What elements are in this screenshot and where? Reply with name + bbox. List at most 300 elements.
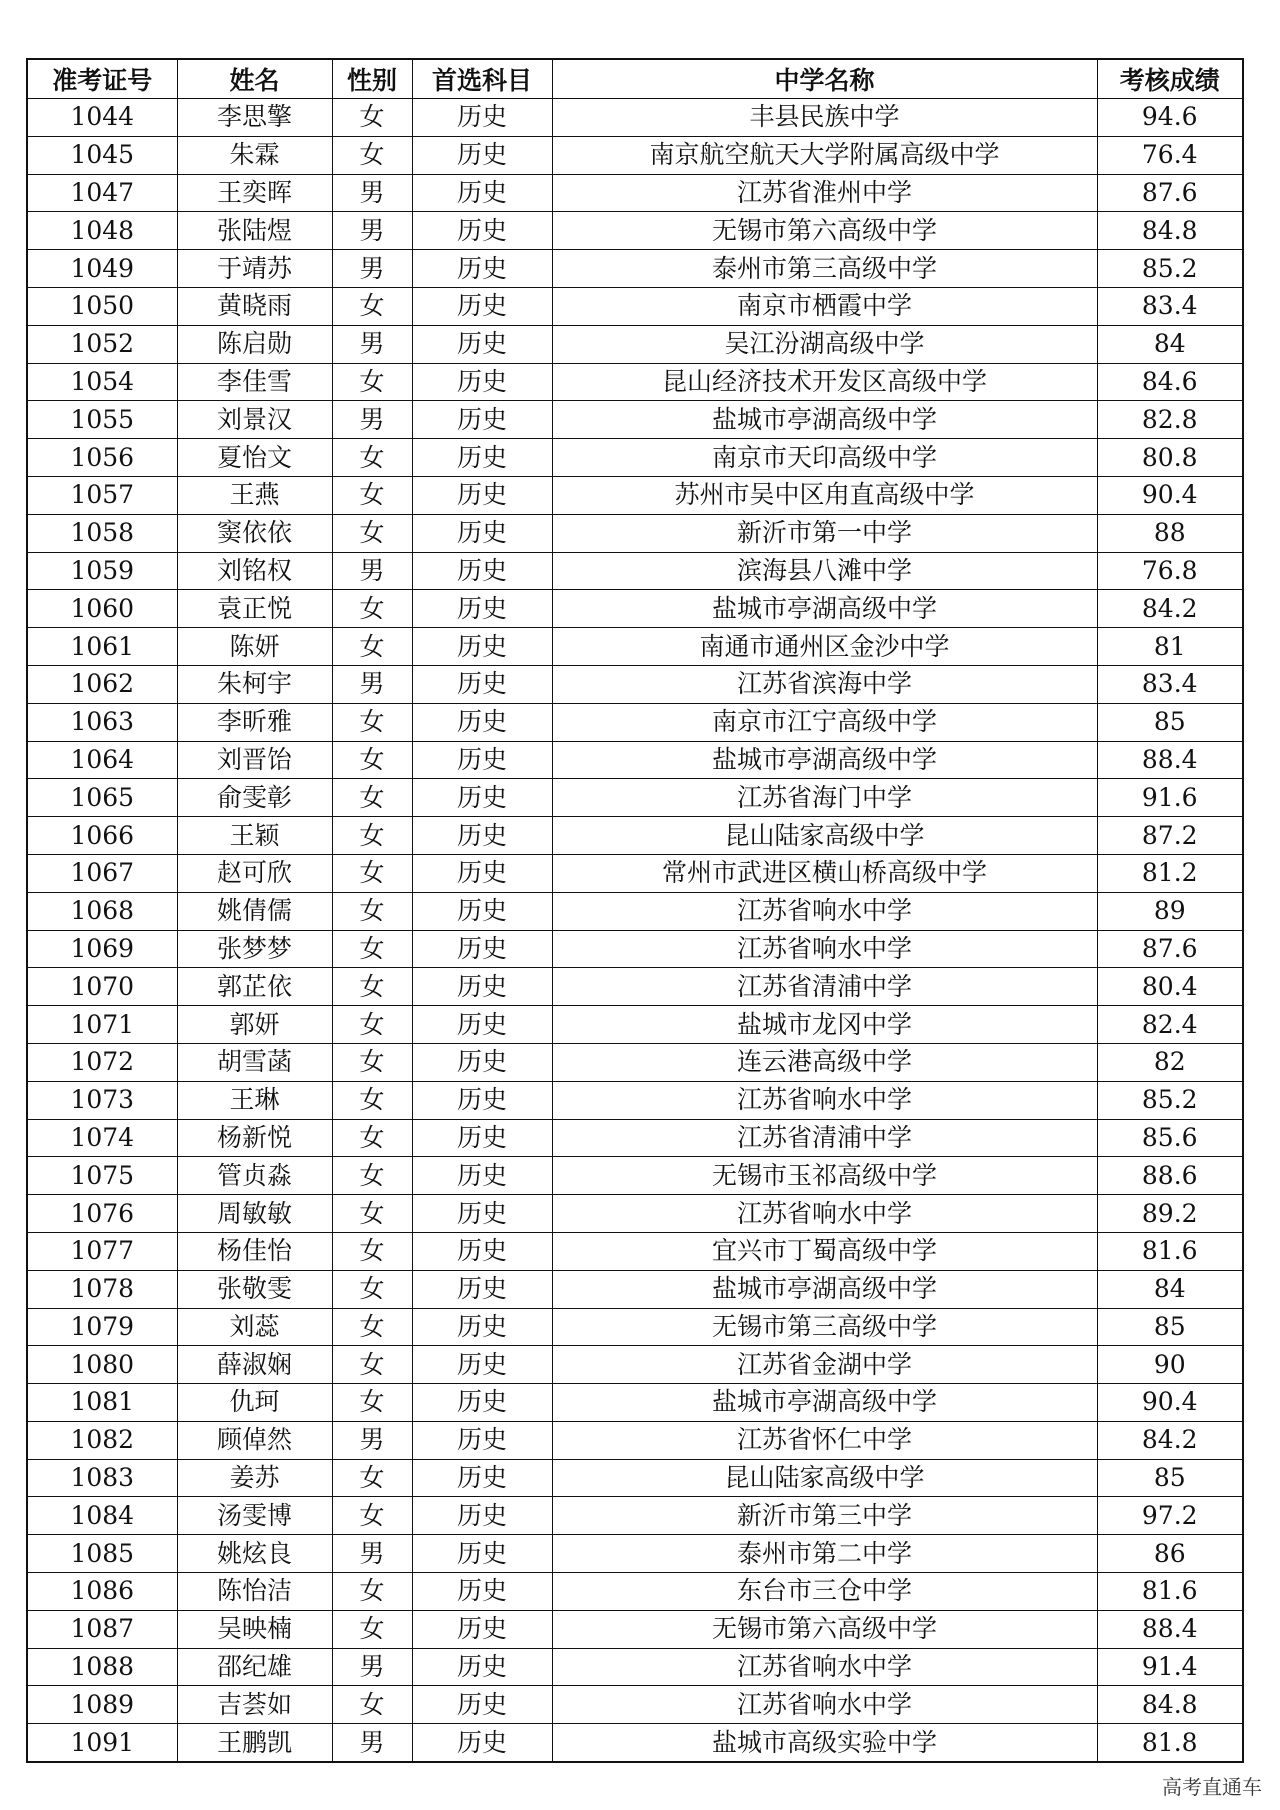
table-row	[27, 514, 1243, 552]
cell-score: 88	[1097, 514, 1243, 552]
cell-gender: 女	[332, 892, 412, 930]
cell-subject: 历史	[412, 892, 552, 930]
cell-exam-id: 1086	[27, 1573, 177, 1611]
cell-school: 苏州市吴中区甪直高级中学	[552, 476, 1097, 514]
cell-subject: 历史	[412, 174, 552, 212]
cell-exam-id: 1076	[27, 1195, 177, 1233]
cell-score: 89	[1097, 892, 1243, 930]
cell-name: 顾倬然	[177, 1421, 332, 1459]
cell-subject: 历史	[412, 514, 552, 552]
cell-score: 85.2	[1097, 250, 1243, 288]
cell-name: 赵可欣	[177, 854, 332, 892]
table-row	[27, 1006, 1243, 1044]
cell-name: 管贞淼	[177, 1157, 332, 1195]
table-row	[27, 703, 1243, 741]
cell-subject: 历史	[412, 1081, 552, 1119]
cell-school: 盐城市龙冈中学	[552, 1006, 1097, 1044]
cell-exam-id: 1065	[27, 779, 177, 817]
header-score: 考核成绩	[1097, 59, 1243, 99]
cell-subject: 历史	[412, 325, 552, 363]
cell-school: 盐城市高级实验中学	[552, 1724, 1097, 1762]
cell-school: 吴江汾湖高级中学	[552, 325, 1097, 363]
cell-gender: 女	[332, 1195, 412, 1233]
cell-name: 吴映楠	[177, 1610, 332, 1648]
cell-exam-id: 1087	[27, 1610, 177, 1648]
cell-subject: 历史	[412, 1232, 552, 1270]
cell-gender: 女	[332, 439, 412, 477]
cell-school: 江苏省滨海中学	[552, 665, 1097, 703]
cell-exam-id: 1088	[27, 1648, 177, 1686]
cell-exam-id: 1089	[27, 1686, 177, 1724]
cell-school: 无锡市第六高级中学	[552, 212, 1097, 250]
cell-subject: 历史	[412, 1686, 552, 1724]
cell-exam-id: 1055	[27, 401, 177, 439]
cell-score: 87.6	[1097, 930, 1243, 968]
cell-gender: 男	[332, 212, 412, 250]
table-row	[27, 99, 1243, 137]
cell-exam-id: 1045	[27, 136, 177, 174]
cell-gender: 女	[332, 99, 412, 137]
table-row	[27, 1157, 1243, 1195]
cell-subject: 历史	[412, 1497, 552, 1535]
cell-gender: 男	[332, 401, 412, 439]
cell-school: 昆山经济技术开发区高级中学	[552, 363, 1097, 401]
table-row	[27, 1610, 1243, 1648]
cell-gender: 女	[332, 1270, 412, 1308]
cell-exam-id: 1074	[27, 1119, 177, 1157]
cell-exam-id: 1069	[27, 930, 177, 968]
cell-name: 吉荟如	[177, 1686, 332, 1724]
cell-gender: 女	[332, 1686, 412, 1724]
cell-score: 84.8	[1097, 1686, 1243, 1724]
cell-gender: 女	[332, 1119, 412, 1157]
cell-exam-id: 1066	[27, 817, 177, 855]
cell-subject: 历史	[412, 779, 552, 817]
cell-school: 新沂市第一中学	[552, 514, 1097, 552]
table-row	[27, 212, 1243, 250]
cell-school: 泰州市第二中学	[552, 1535, 1097, 1573]
header-exam-id: 准考证号	[27, 59, 177, 99]
table-row	[27, 1648, 1243, 1686]
cell-school: 丰县民族中学	[552, 99, 1097, 137]
cell-score: 84.2	[1097, 590, 1243, 628]
cell-name: 朱霖	[177, 136, 332, 174]
cell-gender: 女	[332, 1006, 412, 1044]
table-row	[27, 1043, 1243, 1081]
cell-gender: 女	[332, 363, 412, 401]
cell-exam-id: 1079	[27, 1308, 177, 1346]
cell-name: 王奕晖	[177, 174, 332, 212]
cell-name: 姜苏	[177, 1459, 332, 1497]
cell-name: 俞雯彰	[177, 779, 332, 817]
cell-score: 76.4	[1097, 136, 1243, 174]
cell-gender: 女	[332, 1384, 412, 1422]
cell-exam-id: 1077	[27, 1232, 177, 1270]
table-row	[27, 1119, 1243, 1157]
table-row	[27, 892, 1243, 930]
cell-name: 姚倩儒	[177, 892, 332, 930]
cell-gender: 男	[332, 1421, 412, 1459]
cell-score: 90	[1097, 1346, 1243, 1384]
table-row	[27, 401, 1243, 439]
cell-school: 南通市通州区金沙中学	[552, 628, 1097, 666]
cell-school: 滨海县八滩中学	[552, 552, 1097, 590]
table-row	[27, 1459, 1243, 1497]
cell-score: 82	[1097, 1043, 1243, 1081]
cell-subject: 历史	[412, 590, 552, 628]
cell-school: 南京航空航天大学附属高级中学	[552, 136, 1097, 174]
cell-score: 83.4	[1097, 287, 1243, 325]
cell-name: 郭芷依	[177, 968, 332, 1006]
cell-exam-id: 1075	[27, 1157, 177, 1195]
cell-subject: 历史	[412, 1573, 552, 1611]
cell-name: 刘铭权	[177, 552, 332, 590]
cell-gender: 女	[332, 703, 412, 741]
cell-exam-id: 1070	[27, 968, 177, 1006]
cell-school: 南京市江宁高级中学	[552, 703, 1097, 741]
cell-score: 83.4	[1097, 665, 1243, 703]
table-row	[27, 817, 1243, 855]
header-subject: 首选科目	[412, 59, 552, 99]
cell-exam-id: 1047	[27, 174, 177, 212]
cell-school: 南京市栖霞中学	[552, 287, 1097, 325]
cell-gender: 男	[332, 1724, 412, 1762]
cell-exam-id: 1071	[27, 1006, 177, 1044]
cell-exam-id: 1052	[27, 325, 177, 363]
cell-score: 87.6	[1097, 174, 1243, 212]
cell-exam-id: 1083	[27, 1459, 177, 1497]
cell-school: 江苏省清浦中学	[552, 968, 1097, 1006]
cell-subject: 历史	[412, 968, 552, 1006]
cell-name: 李佳雪	[177, 363, 332, 401]
cell-gender: 女	[332, 1497, 412, 1535]
cell-score: 88.4	[1097, 1610, 1243, 1648]
cell-school: 盐城市亭湖高级中学	[552, 1270, 1097, 1308]
cell-score: 81.8	[1097, 1724, 1243, 1762]
cell-school: 江苏省金湖中学	[552, 1346, 1097, 1384]
cell-subject: 历史	[412, 1421, 552, 1459]
cell-subject: 历史	[412, 817, 552, 855]
cell-score: 81.6	[1097, 1232, 1243, 1270]
cell-score: 89.2	[1097, 1195, 1243, 1233]
cell-subject: 历史	[412, 99, 552, 137]
cell-score: 81.2	[1097, 854, 1243, 892]
cell-subject: 历史	[412, 287, 552, 325]
cell-school: 江苏省清浦中学	[552, 1119, 1097, 1157]
cell-school: 昆山陆家高级中学	[552, 817, 1097, 855]
cell-school: 盐城市亭湖高级中学	[552, 590, 1097, 628]
table-row	[27, 968, 1243, 1006]
cell-school: 盐城市亭湖高级中学	[552, 1384, 1097, 1422]
cell-subject: 历史	[412, 1535, 552, 1573]
cell-name: 王燕	[177, 476, 332, 514]
cell-score: 91.4	[1097, 1648, 1243, 1686]
cell-gender: 女	[332, 628, 412, 666]
cell-score: 84.6	[1097, 363, 1243, 401]
cell-exam-id: 1060	[27, 590, 177, 628]
cell-name: 杨新悦	[177, 1119, 332, 1157]
cell-gender: 女	[332, 854, 412, 892]
cell-subject: 历史	[412, 439, 552, 477]
cell-school: 宜兴市丁蜀高级中学	[552, 1232, 1097, 1270]
cell-exam-id: 1057	[27, 476, 177, 514]
table-row	[27, 476, 1243, 514]
cell-name: 陈妍	[177, 628, 332, 666]
cell-exam-id: 1080	[27, 1346, 177, 1384]
cell-name: 朱柯宇	[177, 665, 332, 703]
cell-gender: 女	[332, 1573, 412, 1611]
cell-school: 泰州市第三高级中学	[552, 250, 1097, 288]
table-row	[27, 628, 1243, 666]
cell-school: 江苏省海门中学	[552, 779, 1097, 817]
table-row	[27, 1081, 1243, 1119]
table-row	[27, 325, 1243, 363]
cell-gender: 女	[332, 476, 412, 514]
cell-name: 于靖苏	[177, 250, 332, 288]
cell-school: 江苏省响水中学	[552, 1195, 1097, 1233]
cell-gender: 女	[332, 1043, 412, 1081]
table-row	[27, 1535, 1243, 1573]
cell-score: 88.6	[1097, 1157, 1243, 1195]
cell-subject: 历史	[412, 1119, 552, 1157]
cell-name: 刘景汉	[177, 401, 332, 439]
cell-exam-id: 1072	[27, 1043, 177, 1081]
cell-score: 86	[1097, 1535, 1243, 1573]
cell-name: 薛淑娴	[177, 1346, 332, 1384]
cell-school: 无锡市玉祁高级中学	[552, 1157, 1097, 1195]
table-row	[27, 174, 1243, 212]
cell-name: 李思擎	[177, 99, 332, 137]
cell-score: 85.6	[1097, 1119, 1243, 1157]
cell-name: 姚炫良	[177, 1535, 332, 1573]
table-row	[27, 1384, 1243, 1422]
cell-school: 江苏省响水中学	[552, 892, 1097, 930]
cell-subject: 历史	[412, 363, 552, 401]
table-body	[27, 99, 1243, 1763]
cell-score: 84.2	[1097, 1421, 1243, 1459]
table-row	[27, 363, 1243, 401]
cell-gender: 女	[332, 287, 412, 325]
table-row	[27, 287, 1243, 325]
cell-name: 王颖	[177, 817, 332, 855]
cell-subject: 历史	[412, 476, 552, 514]
cell-gender: 女	[332, 590, 412, 628]
cell-school: 江苏省响水中学	[552, 1686, 1097, 1724]
score-table	[26, 58, 1244, 1763]
table-row	[27, 1686, 1243, 1724]
cell-subject: 历史	[412, 1006, 552, 1044]
cell-gender: 女	[332, 1346, 412, 1384]
cell-school: 连云港高级中学	[552, 1043, 1097, 1081]
cell-subject: 历史	[412, 1610, 552, 1648]
cell-subject: 历史	[412, 1195, 552, 1233]
cell-exam-id: 1061	[27, 628, 177, 666]
cell-school: 江苏省响水中学	[552, 1081, 1097, 1119]
cell-subject: 历史	[412, 401, 552, 439]
cell-subject: 历史	[412, 1346, 552, 1384]
cell-score: 90.4	[1097, 476, 1243, 514]
table-row	[27, 552, 1243, 590]
cell-gender: 男	[332, 665, 412, 703]
cell-exam-id: 1085	[27, 1535, 177, 1573]
cell-name: 周敏敏	[177, 1195, 332, 1233]
cell-exam-id: 1056	[27, 439, 177, 477]
cell-gender: 女	[332, 741, 412, 779]
cell-school: 无锡市第三高级中学	[552, 1308, 1097, 1346]
cell-gender: 男	[332, 174, 412, 212]
cell-subject: 历史	[412, 628, 552, 666]
cell-exam-id: 1059	[27, 552, 177, 590]
cell-school: 无锡市第六高级中学	[552, 1610, 1097, 1648]
cell-score: 82.4	[1097, 1006, 1243, 1044]
cell-subject: 历史	[412, 854, 552, 892]
table-row	[27, 136, 1243, 174]
cell-score: 80.4	[1097, 968, 1243, 1006]
table-row	[27, 779, 1243, 817]
cell-subject: 历史	[412, 703, 552, 741]
cell-gender: 女	[332, 779, 412, 817]
cell-gender: 女	[332, 817, 412, 855]
table-row	[27, 250, 1243, 288]
cell-exam-id: 1054	[27, 363, 177, 401]
cell-school: 江苏省响水中学	[552, 1648, 1097, 1686]
cell-exam-id: 1063	[27, 703, 177, 741]
cell-subject: 历史	[412, 1384, 552, 1422]
cell-name: 邵纪雄	[177, 1648, 332, 1686]
table-row	[27, 1346, 1243, 1384]
cell-score: 85	[1097, 703, 1243, 741]
cell-gender: 女	[332, 1157, 412, 1195]
cell-name: 夏怡文	[177, 439, 332, 477]
cell-exam-id: 1062	[27, 665, 177, 703]
table-row	[27, 1724, 1243, 1762]
cell-gender: 男	[332, 325, 412, 363]
cell-gender: 男	[332, 1535, 412, 1573]
cell-subject: 历史	[412, 1308, 552, 1346]
cell-gender: 男	[332, 250, 412, 288]
cell-score: 85	[1097, 1308, 1243, 1346]
cell-score: 97.2	[1097, 1497, 1243, 1535]
cell-gender: 女	[332, 1232, 412, 1270]
cell-subject: 历史	[412, 250, 552, 288]
cell-name: 杨佳怡	[177, 1232, 332, 1270]
cell-subject: 历史	[412, 665, 552, 703]
cell-school: 新沂市第三中学	[552, 1497, 1097, 1535]
table-row	[27, 1270, 1243, 1308]
table-row	[27, 741, 1243, 779]
cell-school: 南京市天印高级中学	[552, 439, 1097, 477]
cell-exam-id: 1058	[27, 514, 177, 552]
cell-score: 76.8	[1097, 552, 1243, 590]
header-gender: 性别	[332, 59, 412, 99]
cell-school: 昆山陆家高级中学	[552, 1459, 1097, 1497]
cell-score: 85	[1097, 1459, 1243, 1497]
cell-gender: 女	[332, 968, 412, 1006]
cell-subject: 历史	[412, 741, 552, 779]
cell-gender: 男	[332, 1648, 412, 1686]
cell-exam-id: 1082	[27, 1421, 177, 1459]
table-row	[27, 1308, 1243, 1346]
cell-score: 85.2	[1097, 1081, 1243, 1119]
cell-exam-id: 1068	[27, 892, 177, 930]
table-row	[27, 1573, 1243, 1611]
table-row	[27, 1421, 1243, 1459]
cell-exam-id: 1078	[27, 1270, 177, 1308]
cell-score: 94.6	[1097, 99, 1243, 137]
cell-exam-id: 1064	[27, 741, 177, 779]
cell-exam-id: 1044	[27, 99, 177, 137]
cell-exam-id: 1081	[27, 1384, 177, 1422]
header-name: 姓名	[177, 59, 332, 99]
cell-subject: 历史	[412, 1043, 552, 1081]
cell-name: 袁正悦	[177, 590, 332, 628]
cell-score: 90.4	[1097, 1384, 1243, 1422]
cell-school: 江苏省响水中学	[552, 930, 1097, 968]
cell-gender: 女	[332, 1610, 412, 1648]
cell-score: 81	[1097, 628, 1243, 666]
cell-name: 张陆煜	[177, 212, 332, 250]
cell-name: 李昕雅	[177, 703, 332, 741]
cell-name: 王鹏凯	[177, 1724, 332, 1762]
cell-subject: 历史	[412, 552, 552, 590]
cell-subject: 历史	[412, 1724, 552, 1762]
table-row	[27, 930, 1243, 968]
cell-name: 郭妍	[177, 1006, 332, 1044]
cell-name: 窦依依	[177, 514, 332, 552]
cell-school: 盐城市亭湖高级中学	[552, 401, 1097, 439]
cell-exam-id: 1050	[27, 287, 177, 325]
cell-subject: 历史	[412, 136, 552, 174]
cell-score: 91.6	[1097, 779, 1243, 817]
cell-gender: 女	[332, 930, 412, 968]
cell-name: 黄晓雨	[177, 287, 332, 325]
table-row	[27, 1195, 1243, 1233]
cell-gender: 男	[332, 552, 412, 590]
table-row	[27, 854, 1243, 892]
header-school: 中学名称	[552, 59, 1097, 99]
cell-score: 84.8	[1097, 212, 1243, 250]
table-row	[27, 1232, 1243, 1270]
cell-gender: 女	[332, 514, 412, 552]
watermark: 高考直通车	[1162, 1775, 1262, 1799]
cell-exam-id: 1091	[27, 1724, 177, 1762]
table-row	[27, 439, 1243, 477]
cell-score: 84	[1097, 325, 1243, 363]
cell-subject: 历史	[412, 1459, 552, 1497]
cell-name: 张梦梦	[177, 930, 332, 968]
cell-subject: 历史	[412, 1157, 552, 1195]
cell-name: 王琳	[177, 1081, 332, 1119]
cell-name: 胡雪菡	[177, 1043, 332, 1081]
cell-school: 东台市三仓中学	[552, 1573, 1097, 1611]
cell-score: 87.2	[1097, 817, 1243, 855]
cell-school: 江苏省怀仁中学	[552, 1421, 1097, 1459]
table-row	[27, 590, 1243, 628]
cell-score: 81.6	[1097, 1573, 1243, 1611]
cell-gender: 女	[332, 1308, 412, 1346]
cell-name: 陈怡洁	[177, 1573, 332, 1611]
cell-subject: 历史	[412, 212, 552, 250]
cell-name: 汤雯博	[177, 1497, 332, 1535]
cell-score: 84	[1097, 1270, 1243, 1308]
cell-name: 陈启勋	[177, 325, 332, 363]
cell-exam-id: 1067	[27, 854, 177, 892]
table-row	[27, 665, 1243, 703]
cell-gender: 女	[332, 1459, 412, 1497]
cell-school: 江苏省淮州中学	[552, 174, 1097, 212]
cell-name: 仇珂	[177, 1384, 332, 1422]
cell-exam-id: 1048	[27, 212, 177, 250]
